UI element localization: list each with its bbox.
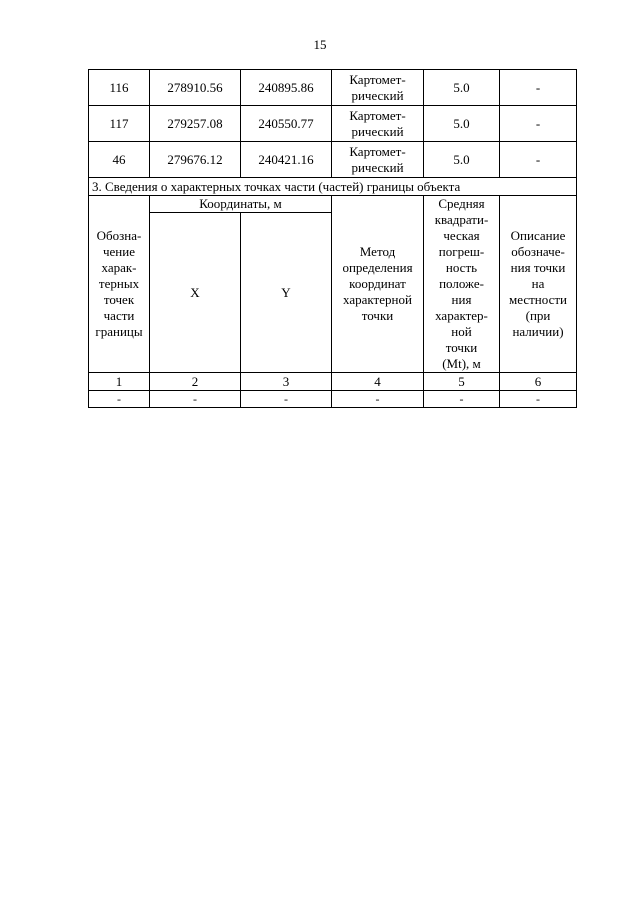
method-line: рический xyxy=(351,159,404,175)
point-method xyxy=(332,70,424,106)
point-x: 279257.08 xyxy=(150,106,241,142)
point-y: 240421.16 xyxy=(241,142,332,178)
header-coordinates: Координаты, м xyxy=(150,196,332,213)
section-title: 3. Сведения о характерных точках части (частей) границы объекта xyxy=(89,178,577,196)
point-y: 240895.86 xyxy=(241,70,332,106)
point-id: 116 xyxy=(89,70,150,106)
empty-cell: - xyxy=(500,391,577,408)
method-line: Картомет- xyxy=(349,71,406,87)
point-error: 5.0 xyxy=(424,106,500,142)
point-method xyxy=(332,106,424,142)
header-y: Y xyxy=(241,213,332,373)
column-number: 1 xyxy=(89,373,150,391)
empty-cell: - xyxy=(332,391,424,408)
point-method xyxy=(332,142,424,178)
page-number: 15 xyxy=(313,37,327,52)
empty-cell: - xyxy=(89,391,150,408)
point-description: - xyxy=(500,142,577,178)
method-line: Картомет- xyxy=(349,143,406,159)
column-number: 4 xyxy=(332,373,424,391)
point-error: 5.0 xyxy=(424,70,500,106)
section-title-row xyxy=(89,178,577,196)
table-row xyxy=(89,142,577,178)
header-error: Средняя квадрати- ческая погреш- ность положе- ния характер- ной точки (Mt), м xyxy=(424,196,500,373)
method-line: рический xyxy=(351,87,404,103)
header-row xyxy=(89,196,577,213)
point-id: 117 xyxy=(89,106,150,142)
point-y: 240550.77 xyxy=(241,106,332,142)
point-x: 279676.12 xyxy=(150,142,241,178)
column-numbers-row xyxy=(89,373,577,391)
method-line: рический xyxy=(351,123,404,139)
empty-cell: - xyxy=(241,391,332,408)
table-row xyxy=(89,391,577,408)
boundary-points-table xyxy=(88,69,577,408)
point-description: - xyxy=(500,106,577,142)
header-designation: Обозна- чение харак- терных точек части границы xyxy=(89,196,150,373)
column-number: 5 xyxy=(424,373,500,391)
header-description: Описание обозначе- ния точки на местности (при наличии) xyxy=(500,196,577,373)
column-number: 3 xyxy=(241,373,332,391)
empty-cell: - xyxy=(150,391,241,408)
empty-cell: - xyxy=(424,391,500,408)
table-row xyxy=(89,106,577,142)
column-number: 2 xyxy=(150,373,241,391)
point-error: 5.0 xyxy=(424,142,500,178)
column-number: 6 xyxy=(500,373,577,391)
method-line: Картомет- xyxy=(349,107,406,123)
header-x: X xyxy=(150,213,241,373)
point-description: - xyxy=(500,70,577,106)
table-row xyxy=(89,70,577,106)
point-id: 46 xyxy=(89,142,150,178)
point-x: 278910.56 xyxy=(150,70,241,106)
header-method: Метод определения координат характерной точки xyxy=(332,196,424,373)
